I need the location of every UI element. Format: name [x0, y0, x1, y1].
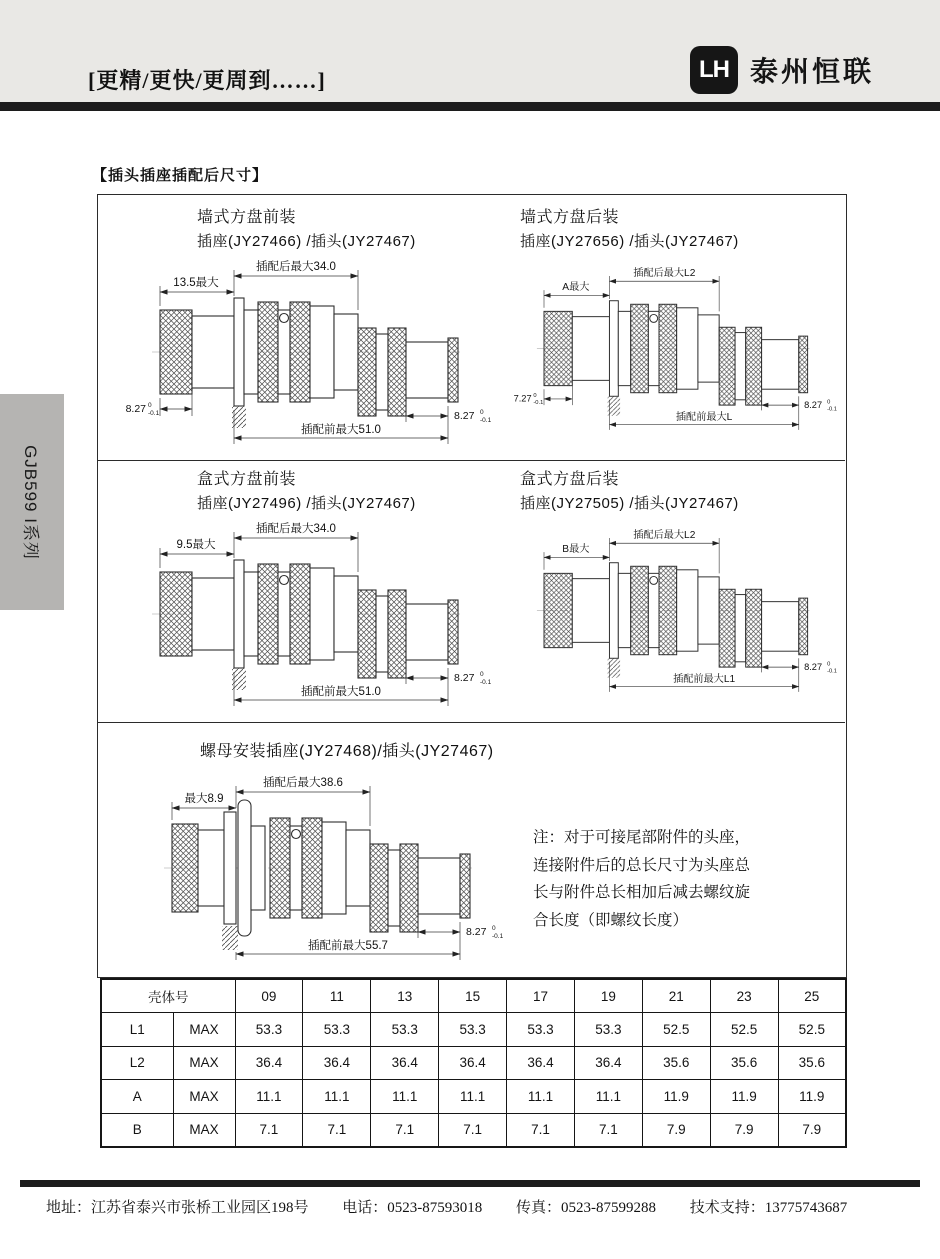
table-header-row [101, 979, 846, 1013]
table-row-L2 [101, 1046, 846, 1079]
size-header-cell: 11 [303, 979, 371, 1013]
dim-tol-top: 0 [480, 409, 484, 416]
value-cell: 11.9 [778, 1080, 846, 1113]
panel-title-jam-nut [200, 740, 494, 764]
dim-tol-bottom: -0.1 [148, 410, 160, 417]
panel-title-wall-front [197, 206, 416, 254]
connector-drawing [172, 800, 470, 950]
footer-phone: 电话：0523-87593018 [342, 1200, 483, 1216]
dim-tol-bottom: -0.1 [533, 400, 544, 407]
size-header-cell: 09 [235, 979, 303, 1013]
size-header-cell: 19 [574, 979, 642, 1013]
series-label: GJB599 I系列 [20, 444, 40, 560]
value-cell: 7.1 [439, 1113, 507, 1147]
panel-title-box-front [197, 468, 416, 516]
header-slogan: [更精/更快/更周到……] [88, 68, 326, 93]
dim-left: B最大 [562, 544, 590, 556]
qual-cell: MAX [173, 1046, 235, 1079]
panel-title-line: 墙式方盘后装 [520, 209, 620, 226]
series-tab [0, 394, 64, 610]
value-cell: 36.4 [439, 1046, 507, 1079]
table-row-L1 [101, 1013, 846, 1046]
value-cell: 52.5 [778, 1013, 846, 1046]
row-divider-2 [97, 722, 845, 723]
value-cell: 7.9 [778, 1113, 846, 1147]
dim-tol-top: 0 [480, 671, 484, 678]
dim-left: A最大 [562, 282, 590, 294]
panel-subtitle-line: 插座(JY27466) /插头(JY27467) [197, 233, 416, 250]
panel-title-box-rear [520, 468, 739, 516]
size-header-cell: 17 [507, 979, 575, 1013]
dimension-table [100, 978, 847, 1148]
value-cell: 7.9 [710, 1113, 778, 1147]
value-cell: 7.1 [235, 1113, 303, 1147]
dim-left: 13.5最大 [173, 277, 219, 289]
diagram-wall-front [108, 252, 498, 452]
value-cell: 11.9 [642, 1080, 710, 1113]
diagram-box-rear [498, 522, 843, 699]
dim-top: 插配后最大34.0 [256, 523, 336, 535]
value-cell: 53.3 [235, 1013, 303, 1046]
panel-subtitle-line: 插座(JY27496) /插头(JY27467) [197, 495, 416, 512]
value-cell: 7.1 [574, 1113, 642, 1147]
size-header-cell: 23 [710, 979, 778, 1013]
value-cell: 53.3 [371, 1013, 439, 1046]
value-cell: 11.1 [235, 1080, 303, 1113]
size-header-cell: 13 [371, 979, 439, 1013]
dim-tol-top: 0 [827, 661, 831, 668]
footer-support: 技术支持：13775743687 [689, 1200, 848, 1216]
footer [46, 1196, 926, 1217]
corner-header-cell: 壳体号 [101, 979, 235, 1013]
dim-left: 9.5最大 [176, 539, 216, 551]
note-line: 合长度（即螺纹长度） [533, 911, 689, 929]
value-cell: 52.5 [710, 1013, 778, 1046]
value-cell: 35.6 [778, 1046, 846, 1079]
table-row-A [101, 1080, 846, 1113]
connector-drawing [544, 563, 808, 678]
dim-bottom: 插配前最大51.0 [301, 686, 381, 698]
dim-bottom: 插配前最大55.7 [308, 940, 388, 952]
dim-tol-bottom: -0.1 [480, 679, 492, 686]
value-cell: 36.4 [507, 1046, 575, 1079]
section-title: 【插头插座插配后尺寸】 [92, 167, 269, 184]
panel-subtitle-line: 插座(JY27656) /插头(JY27467) [520, 233, 739, 250]
table-row-B [101, 1113, 846, 1147]
diagram-box-front [108, 514, 498, 714]
page-header [0, 0, 940, 102]
value-cell: 7.1 [303, 1113, 371, 1147]
dim-right: 8.27 [804, 661, 823, 672]
panel-title-line: 螺母安装插座(JY27468)/插头(JY27467) [200, 743, 494, 760]
value-cell: 11.1 [507, 1080, 575, 1113]
param-cell: L2 [101, 1046, 173, 1079]
dim-top: 插配后最大L2 [633, 267, 696, 279]
value-cell: 11.1 [439, 1080, 507, 1113]
panel-title-line: 盒式方盘后装 [520, 471, 620, 488]
dim-tol-bottom: -0.1 [827, 406, 837, 413]
connector-drawing [160, 298, 458, 428]
panel-title-line: 盒式方盘前装 [197, 471, 297, 488]
dim-top: 插配后最大L2 [633, 529, 696, 541]
note-line: 长与附件总长相加后减去螺纹旋 [533, 884, 751, 901]
dim-tol-top: 0 [492, 925, 496, 932]
dim-right: 8.27 [804, 399, 823, 410]
dim-right: 8.27 [454, 410, 475, 422]
dim-tol-top: 0 [148, 402, 152, 409]
value-cell: 35.6 [642, 1046, 710, 1079]
value-cell: 36.4 [371, 1046, 439, 1079]
qual-cell: MAX [173, 1013, 235, 1046]
value-cell: 11.1 [371, 1080, 439, 1113]
param-cell: L1 [101, 1013, 173, 1046]
value-cell: 7.9 [642, 1113, 710, 1147]
param-cell: A [101, 1080, 173, 1113]
value-cell: 35.6 [710, 1046, 778, 1079]
value-cell: 11.9 [710, 1080, 778, 1113]
dim-tol-top: 0 [827, 399, 831, 406]
value-cell: 7.1 [507, 1113, 575, 1147]
value-cell: 53.3 [507, 1013, 575, 1046]
dim-bottom: 插配前最大L1 [673, 674, 736, 686]
value-cell: 53.3 [439, 1013, 507, 1046]
company-logo [690, 46, 874, 94]
value-cell: 36.4 [235, 1046, 303, 1079]
size-header-cell: 25 [778, 979, 846, 1013]
dim-tol-bottom: -0.1 [492, 933, 504, 940]
note-line: 连接附件后的总长尺寸为头座总 [533, 856, 751, 874]
footer-divider-bar [20, 1180, 920, 1187]
value-cell: 36.4 [303, 1046, 371, 1079]
company-name: 泰州恒联 [750, 56, 875, 87]
dim-bottom-left: 7.27 [513, 393, 532, 404]
note-block [533, 824, 845, 934]
panel-title-wall-rear [520, 206, 739, 254]
dim-tol-bottom: -0.1 [480, 417, 492, 424]
panel-title-line: 墙式方盘前装 [197, 209, 297, 226]
dim-top: 插配后最大34.0 [256, 261, 336, 273]
param-cell: B [101, 1113, 173, 1147]
footer-address: 地址：江苏省泰兴市张桥工业园区198号 [46, 1200, 309, 1216]
value-cell: 53.3 [574, 1013, 642, 1046]
dim-bottom: 插配前最大L [675, 412, 733, 424]
panel-subtitle-line: 插座(JY27505) /插头(JY27467) [520, 495, 739, 512]
value-cell: 11.1 [574, 1080, 642, 1113]
dim-top: 插配后最大38.6 [263, 777, 343, 789]
logo-mark-icon: LH [690, 46, 738, 94]
value-cell: 36.4 [574, 1046, 642, 1079]
value-cell: 11.1 [303, 1080, 371, 1113]
connector-drawing [544, 301, 808, 416]
dim-left: 最大8.9 [184, 793, 224, 805]
value-cell: 7.1 [371, 1113, 439, 1147]
size-header-cell: 15 [439, 979, 507, 1013]
dim-tol-bottom: -0.1 [827, 668, 837, 675]
diagram-jam-nut [120, 768, 510, 968]
dim-right: 8.27 [466, 926, 487, 938]
dim-bottom-left: 8.27 [125, 403, 146, 415]
note-line: 注：对于可接尾部附件的头座， [533, 829, 751, 846]
header-divider-bar [0, 102, 940, 111]
dim-right: 8.27 [454, 672, 475, 684]
diagram-wall-rear [498, 260, 843, 437]
qual-cell: MAX [173, 1113, 235, 1147]
size-header-cell: 21 [642, 979, 710, 1013]
value-cell: 53.3 [303, 1013, 371, 1046]
dim-bottom: 插配前最大51.0 [301, 424, 381, 436]
dim-tol-top: 0 [533, 393, 537, 400]
value-cell: 52.5 [642, 1013, 710, 1046]
connector-drawing [160, 560, 458, 690]
row-divider-1 [97, 460, 845, 461]
footer-fax: 传真：0523-87599288 [516, 1200, 657, 1216]
qual-cell: MAX [173, 1080, 235, 1113]
